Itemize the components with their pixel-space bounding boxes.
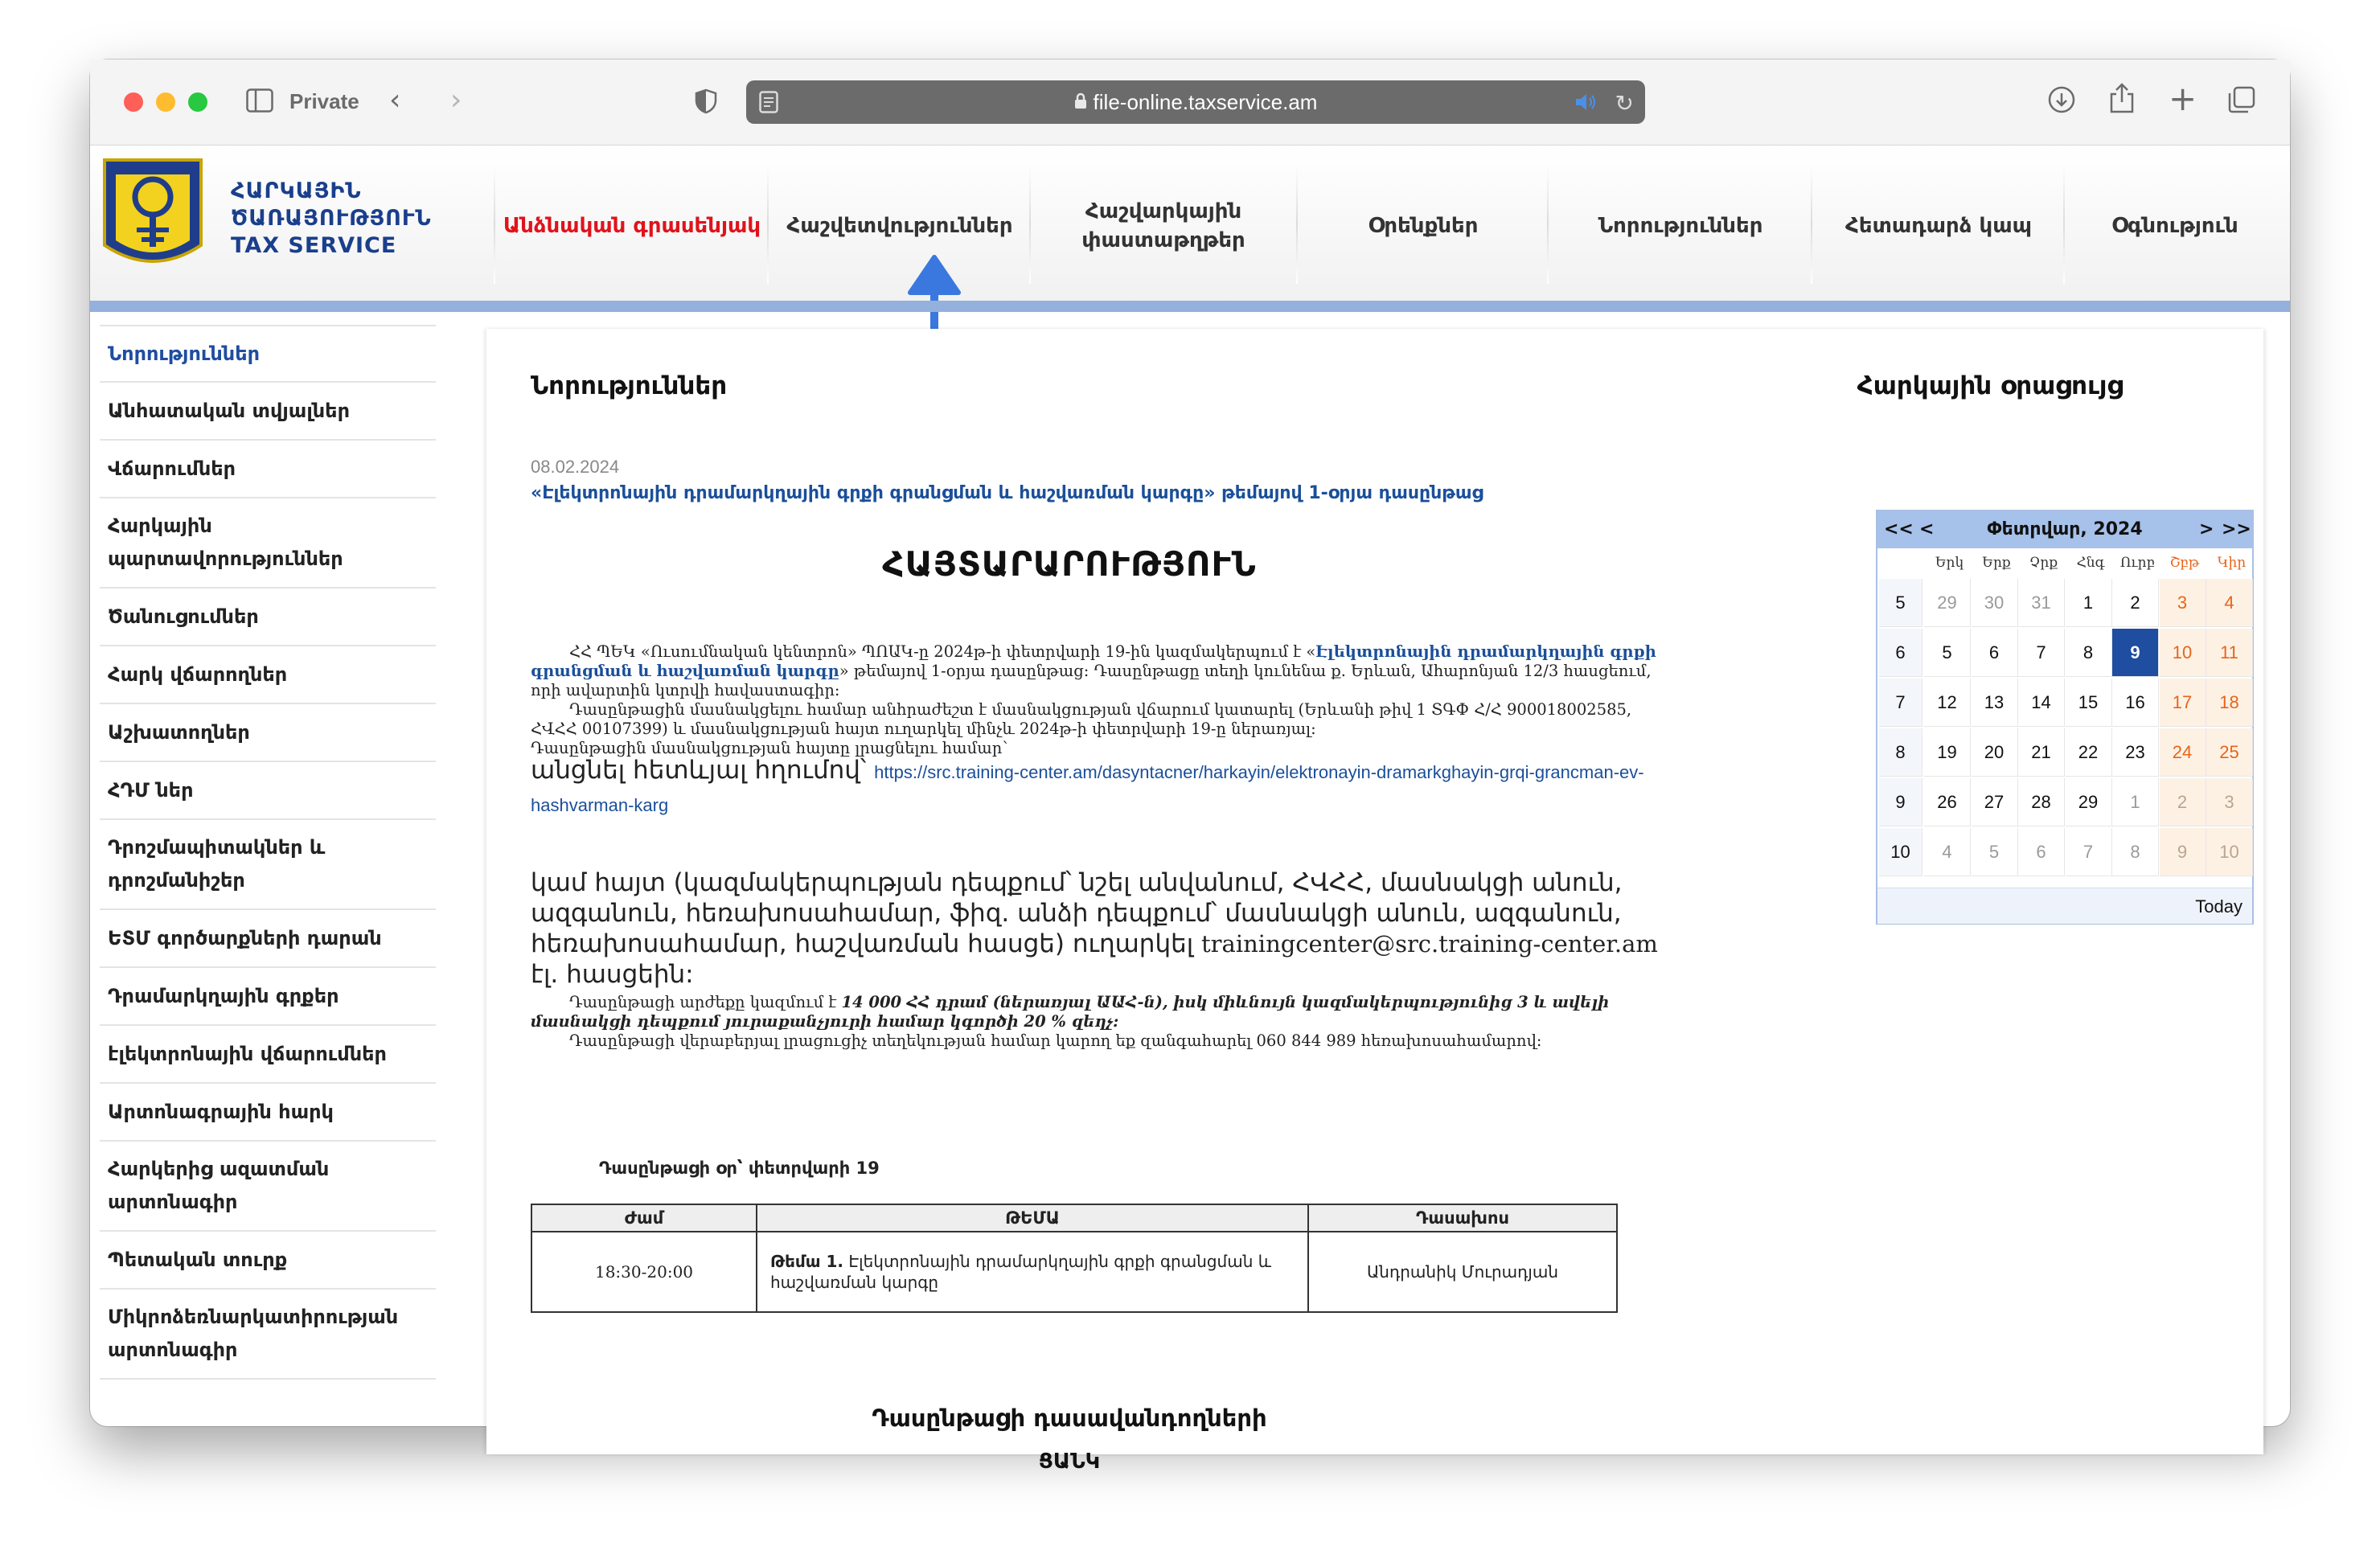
- calendar-day-cell[interactable]: 9: [2160, 828, 2206, 876]
- calendar-day-cell[interactable]: 22: [2066, 728, 2112, 777]
- column-header-lecturer: Դասախոս: [1308, 1204, 1617, 1232]
- lesson-topic: Թեմա 1. Էլեկտրոնային դրամարկղային գրքի գրանցման և հաշվառման կարգը: [757, 1232, 1308, 1312]
- logo-line-2: ԾԱՌԱՅՈՒԹՅՈՒՆ: [231, 206, 432, 231]
- new-tab-icon[interactable]: +: [2169, 79, 2197, 118]
- nav-separator: [494, 163, 495, 284]
- zoom-window-button[interactable]: [188, 92, 207, 112]
- news-title-link[interactable]: «Էլեկտրոնային դրամարկղային գրքի գրանցման և հաշվառման կարգը» թեմայով 1-օրյա դասընթաց: [531, 483, 1483, 503]
- share-icon[interactable]: [2108, 82, 2136, 117]
- address-bar[interactable]: [746, 80, 1645, 124]
- calendar-day-cell[interactable]: 7: [2018, 629, 2065, 677]
- calendar-day-cell[interactable]: 3: [2160, 579, 2206, 627]
- nav-separator: [1029, 163, 1031, 284]
- calendar-day-cell[interactable]: 8: [2066, 629, 2112, 677]
- main-content: [486, 329, 2263, 1474]
- calendar-week-number: 5: [1879, 579, 1922, 627]
- calendar-weekday-header: Երք: [1982, 555, 2011, 571]
- audio-icon[interactable]: [1574, 92, 1598, 116]
- sidebar-item-news[interactable]: Նորություններ: [100, 325, 436, 383]
- sidebar-item-electronic-payments[interactable]: էլեկտրոնային վճարումներ: [100, 1026, 436, 1084]
- teachers-subheading: ՑԱՆԿ: [1038, 1450, 1101, 1474]
- shield-icon[interactable]: [695, 88, 717, 117]
- browser-window: [90, 59, 2290, 1474]
- private-mode-label: Private: [289, 89, 359, 113]
- reload-icon[interactable]: ↻: [1615, 90, 1634, 117]
- announcement-title: ՀԱՅՏԱՐԱՐՈՒԹՅՈՒՆ: [882, 544, 1257, 584]
- tab-overview-icon[interactable]: [2227, 85, 2256, 117]
- calendar-day-cell[interactable]: 4: [2206, 579, 2253, 627]
- logo-line-3: TAX SERVICE: [231, 233, 397, 258]
- sidebar-item-taxpayers[interactable]: Հարկ վճարողներ: [100, 646, 436, 704]
- calendar-week-number: 8: [1879, 728, 1922, 777]
- course-price-paragraph: Դասընթացի արժեքը կազմում է 14 000 ՀՀ դրամ (ներառյալ ԱԱՀ-ն), իսկ միևնույն կազմակերպությունից 3 և ավելի մասնակցի դեպքում յուրաքանչյուրի համար կգործի 20 % զեղչ:: [531, 993, 1610, 1031]
- sidebar-item-excise-stamps[interactable]: Դրոշմապիտակներ և դրոշմանիշեր: [100, 820, 436, 910]
- calendar-day-cell[interactable]: 29: [1924, 579, 1971, 627]
- calendar-day-cell[interactable]: 15: [2066, 679, 2112, 727]
- calendar-day-cell[interactable]: 21: [2018, 728, 2065, 777]
- news-heading: Նորություններ: [531, 371, 728, 400]
- sidebar-item-tax-exemption-license[interactable]: Հարկերից ազատման արտոնագիր: [100, 1142, 436, 1232]
- header-divider-strip: [90, 301, 2290, 312]
- lesson-lecturer: Անդրանիկ Մուրադյան: [1308, 1232, 1617, 1312]
- contact-phone-paragraph: Դասընթացի վերաբերյալ լրացուցիչ տեղեկության համար կարող եք զանգահարել 060 844 989 հեռախոսահամարով:: [569, 1031, 1542, 1050]
- calendar-day-cell[interactable]: 2: [2160, 778, 2206, 826]
- announcement-paragraph-2: Դասընթացին մասնակցելու համար անհրաժեշտ է մասնակցության վճարում կատարել (Երևանի թիվ 1 ՏԳՓ Հ/Հ 900018002585, ՀՎՀՀ 00107399) և մասնակցության հայտ ուղարկել մինչև 2024թ-ի փետրվարի 19-ը ներառյալ:: [531, 700, 1632, 738]
- calendar-weekday-header: Շբթ: [2169, 555, 2200, 571]
- sidebar-item-cash-registers[interactable]: ՀԴՄ ներ: [100, 762, 436, 820]
- calendar-day-cell[interactable]: 3: [2206, 778, 2253, 826]
- schedule-table: [531, 1204, 1618, 1313]
- course-topic-link[interactable]: Էլեկտրոնային դրամարկղային գրքի գրանցման և հաշվառման կարգը: [531, 642, 1656, 680]
- browser-toolbar: [90, 59, 2290, 146]
- calendar-next-year-button[interactable]: >>: [2222, 519, 2251, 539]
- sidebar-item-cash-books[interactable]: Դրամարկղային գրքեր: [100, 968, 436, 1026]
- calendar-day-cell[interactable]: 9: [2112, 629, 2159, 677]
- forward-chevron-icon[interactable]: ›: [450, 84, 462, 117]
- lesson-day-label: Դասընթացի օր՝ փետրվարի 19: [599, 1159, 880, 1178]
- news-date: 08.02.2024: [531, 457, 620, 477]
- calendar-footer: [1877, 888, 2252, 924]
- registration-url-link[interactable]: https://src.training-center.am/dasyntacner/harkayin/elektronayin-dramarkghayin-grqi-grancman-ev-hashvarman-karg: [531, 762, 1644, 815]
- calendar-day-cell[interactable]: 30: [1972, 579, 2018, 627]
- nav-separator: [767, 163, 769, 284]
- sidebar-item-state-duty[interactable]: Պետական տուրք: [100, 1232, 436, 1290]
- calendar-weekday-header: Հնգ: [2076, 555, 2105, 571]
- calendar-day-cell[interactable]: 19: [1924, 728, 1971, 777]
- back-chevron-icon[interactable]: ‹: [389, 84, 401, 117]
- nav-separator: [1547, 163, 1549, 284]
- calendar-day-cell[interactable]: 2: [2112, 579, 2159, 627]
- calendar-day-cell[interactable]: 10: [2206, 828, 2253, 876]
- calendar-day-cell[interactable]: 8: [2112, 828, 2159, 876]
- url-text: file-online.taxservice.am: [1093, 90, 1318, 114]
- calendar-day-cell[interactable]: 29: [2066, 778, 2112, 826]
- calendar-day-cell[interactable]: 16: [2112, 679, 2159, 727]
- table-row: [531, 1232, 1617, 1312]
- nav-personal-office[interactable]: Անձնական գրասենյակ: [503, 214, 761, 238]
- calendar-week-number: 7: [1879, 679, 1922, 727]
- calendar-day-cell[interactable]: 6: [2018, 828, 2065, 876]
- calendar-week-number: 6: [1879, 629, 1922, 677]
- sidebar-item-payments[interactable]: Վճարումներ: [100, 441, 436, 498]
- download-icon[interactable]: [2047, 85, 2076, 117]
- calendar-day-cell[interactable]: 31: [2018, 579, 2065, 627]
- column-header-topic: ԹԵՄԱ: [757, 1204, 1308, 1232]
- calendar-day-cell[interactable]: 11: [2206, 629, 2253, 677]
- calendar-weekday-header: Երկ: [1935, 555, 1964, 571]
- nav-reports[interactable]: Հաշվետվություններ: [786, 214, 1013, 238]
- calendar-weekday-header: Չրք: [2029, 555, 2058, 571]
- calendar-month-label[interactable]: Փետրվար, 2024: [1987, 519, 2143, 539]
- nav-laws[interactable]: Օրենքներ: [1368, 214, 1479, 238]
- calendar-day-cell[interactable]: 20: [1972, 728, 2018, 777]
- nav-news[interactable]: Նորություններ: [1598, 214, 1763, 238]
- registration-email-paragraph: կամ հայտ (կազմակերպության դեպքում՝ նշել անվանում, ՀՎՀՀ, մասնակցի անուն, ազգանուն, հեռախոսահամար, ֆիզ. անձի դեպքում՝ մասնակցի անուն, ազգանուն, հեռախոսահամար, հաշվառման հասցե) ուղարկել trainingcenter@src.training-center.am էլ. հասցեին:: [531, 868, 1658, 989]
- calendar-day-cell[interactable]: 6: [1972, 629, 2018, 677]
- calendar-day-cell[interactable]: 24: [2160, 728, 2206, 777]
- tax-calendar-title: Հարկային օրացույց: [1857, 371, 2124, 400]
- calendar-day-cell[interactable]: 5: [1924, 629, 1971, 677]
- calendar-day-cell[interactable]: 25: [2206, 728, 2253, 777]
- calendar-day-cell[interactable]: 10: [2160, 629, 2206, 677]
- sidebar-item-personal-data[interactable]: Անհատական տվյալներ: [100, 383, 436, 441]
- minimize-window-button[interactable]: [156, 92, 175, 112]
- nav-separator: [2063, 163, 2065, 284]
- calendar-next-month-button[interactable]: >: [2199, 519, 2214, 539]
- calendar-prev-month-button[interactable]: <: [1919, 519, 1935, 539]
- calendar-day-cell[interactable]: 1: [2112, 778, 2159, 826]
- calendar-day-cell[interactable]: 12: [1924, 679, 1971, 727]
- calendar-header: [1877, 511, 2252, 548]
- sidebar-item-tax-liabilities[interactable]: Հարկային պարտավորություններ: [100, 498, 436, 589]
- lock-icon: [1074, 90, 1087, 115]
- sidebar-toggle-icon[interactable]: [246, 88, 273, 111]
- url-display[interactable]: [746, 90, 1645, 115]
- calendar-day-cell[interactable]: 7: [2066, 828, 2112, 876]
- sidebar-item-license-tax[interactable]: Արտոնագրային հարկ: [100, 1084, 436, 1142]
- teachers-heading: Դասընթացի դասավանդողների: [872, 1405, 1267, 1432]
- registration-link-paragraph: անցնել հետևյալ հղումով՝ https://src.training-center.am/dasyntacner/harkayin/elektronayin-dramarkghayin-grqi-grancman-ev-hashvarman-karg: [531, 756, 1644, 815]
- tax-service-wordmark[interactable]: [231, 178, 432, 260]
- nav-settlement-documents[interactable]: Հաշվարկային փաստաթղթեր: [1081, 199, 1245, 252]
- calendar-day-cell[interactable]: 26: [1924, 778, 1971, 826]
- sidebar-item-notifications[interactable]: Ծանուցումներ: [100, 589, 436, 646]
- calendar-day-cell[interactable]: 1: [2066, 579, 2112, 627]
- nav-help[interactable]: Օգնություն: [2111, 214, 2238, 238]
- sidebar-menu: [90, 325, 444, 1380]
- site-header: [90, 146, 2290, 301]
- column-header-time: Ժամ: [531, 1204, 757, 1232]
- sidebar-item-eaeu-transactions[interactable]: ԵՏՄ գործարքների դարան: [100, 910, 436, 968]
- calendar-day-cell[interactable]: 27: [1972, 778, 2018, 826]
- calendar-week-number: 9: [1879, 778, 1922, 826]
- calendar-day-cell[interactable]: 18: [2206, 679, 2253, 727]
- sidebar-item-employees[interactable]: Աշխատողներ: [100, 704, 436, 762]
- calendar-weekday-header: Կիր: [2217, 555, 2247, 571]
- tax-calendar: [1876, 510, 2254, 925]
- calendar-day-cell[interactable]: 14: [2018, 679, 2065, 727]
- calendar-week-number: 10: [1879, 828, 1922, 876]
- lesson-time: 18:30-20:00: [531, 1232, 757, 1312]
- calendar-prev-year-button[interactable]: <<: [1884, 519, 1914, 539]
- close-window-button[interactable]: [124, 92, 143, 112]
- calendar-day-cell[interactable]: 4: [1924, 828, 1971, 876]
- nav-separator: [1296, 163, 1298, 284]
- registration-email-link[interactable]: trainingcenter@src.training-center.am: [1201, 930, 1658, 958]
- sidebar-item-microbusiness-license[interactable]: Միկրոձեռնարկատիրության արտոնագիր: [100, 1290, 436, 1380]
- announcement-paragraph-1: ՀՀ ՊԵԿ «Ուսումնական կենտրոն» ՊՈԱԿ-ը 2024թ-ի փետրվարի 19-ին կազմակերպում է «Էլեկտրոնային դրամարկղային գրքի գրանցման և հաշվառման կարգը» թեմայով 1-օրյա դասընթաց: Դասընթացը տեղի կունենա ք. Երևան, Ահարոնյան 12/3 հասցեում, որի ավարտին կտրվի հավաստագիր:: [531, 642, 1656, 699]
- announcement-paragraph-3: Դասընթացին մասնակցության հայտը լրացնելու համար՝: [531, 739, 1008, 757]
- calendar-weekday-header: Ուրբ: [2119, 555, 2156, 571]
- nav-feedback[interactable]: Հետադարձ կապ: [1844, 214, 2033, 238]
- calendar-day-cell[interactable]: 13: [1972, 679, 2018, 727]
- calendar-today-button[interactable]: Today: [2195, 896, 2243, 917]
- calendar-day-cell[interactable]: 5: [1972, 828, 2018, 876]
- nav-separator: [1811, 163, 1812, 284]
- calendar-day-cell[interactable]: 17: [2160, 679, 2206, 727]
- tax-service-emblem[interactable]: [101, 157, 204, 276]
- logo-line-1: ՀԱՐԿԱՅԻՆ: [231, 178, 362, 203]
- calendar-day-cell[interactable]: 23: [2112, 728, 2159, 777]
- calendar-day-cell[interactable]: 28: [2018, 778, 2065, 826]
